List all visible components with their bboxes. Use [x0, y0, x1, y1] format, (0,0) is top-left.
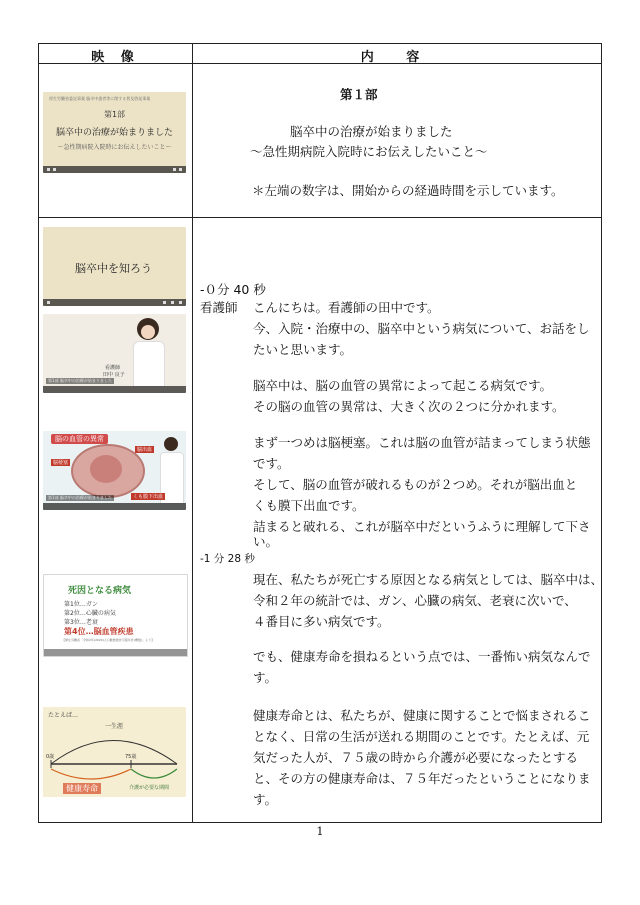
table-border-top	[38, 43, 602, 44]
text-line: こんにちは。看護師の田中です。	[253, 300, 440, 315]
text-line: す。	[253, 670, 278, 685]
rank-1: 第1位…ガン	[64, 601, 98, 608]
rank-2: 第2位…心臓の病気	[64, 610, 116, 617]
video-thumbnail-nurse[interactable]	[43, 314, 186, 393]
text-line: くも膜下出血です。	[253, 498, 365, 513]
rank-4: 第4位…脳血管疾患	[64, 627, 134, 636]
text-line: でも、健康寿命を損ねるという点では、一番怖い病気なんで	[253, 649, 591, 664]
text-line: です。	[253, 456, 290, 471]
thumb5-intro: たとえば…	[48, 712, 79, 719]
thumb-top-text: 厚生労働省委託事業 脳卒中患者等に関する普及啓発事業	[49, 96, 151, 101]
part-heading: 第１部	[340, 87, 378, 102]
text-line: そして、脳の血管が破れるものが２つめ。それが脳出血と	[253, 477, 578, 492]
text-line: と、その方の健康寿命は、７５年だったということになりま	[253, 771, 591, 786]
text-line: 気だった人が、７５歳の時から介護が必要になったとする	[253, 750, 579, 765]
video-control-bar[interactable]	[43, 299, 186, 306]
video-thumbnail-cause-of-death[interactable]	[43, 574, 188, 657]
thumb1-title: 脳卒中を知ろう	[75, 262, 152, 275]
text-line: まず一つめは脳梗塞。これは脳の血管が詰まってしまう状態	[253, 435, 591, 450]
thumb-title: 脳卒中の治療が始まりました	[55, 128, 173, 138]
page-number: 1	[316, 825, 324, 838]
healthy-life-label: 健康寿命	[63, 783, 101, 794]
table-border-row1-bottom	[38, 217, 602, 218]
thumb-part: 第1部	[103, 110, 126, 119]
thumb2-caption: 第1部 脳卒中の治療が始まりました	[48, 378, 112, 383]
thumb4-source: 【厚生労働省「令和2年(2020)人口動態統計月報年計(概数)」より】	[62, 638, 155, 642]
text-line: その脳の血管の異常は、大きく次の２つに分かれます。	[253, 399, 565, 414]
rank-3: 第3位…老衰	[64, 619, 98, 626]
care-period-label: 介護が必要な期間	[129, 785, 170, 791]
nurse-figure-small	[164, 437, 178, 451]
text-line: 現在、私たちが死亡する原因となる病気としては、脳卒中は、	[253, 572, 604, 587]
text-line: い。	[253, 534, 279, 549]
timestamp-1: -０分 40 秒	[200, 282, 266, 297]
video-thumbnail-vessel[interactable]	[43, 431, 186, 510]
video-thumbnail-know-stroke[interactable]	[43, 227, 186, 306]
text-line: 健康寿命とは、私たちが、健康に関することで悩まされるこ	[253, 708, 591, 723]
text-line: ４番目に多い病気です。	[253, 614, 390, 629]
speaker-label: 看護師	[200, 300, 238, 315]
thumb3-caption: 第1部 脳卒中の治療が始まりました	[48, 495, 112, 500]
label-hemorrhage: 脳出血	[137, 447, 153, 453]
video-control-bar[interactable]	[43, 166, 186, 173]
thumb-subtitle: 〜急性期病院入院時にお伝えしたいこと〜	[57, 144, 172, 151]
title-line-2: 〜急性期病院入院時にお伝えしたいこと〜	[250, 144, 488, 159]
title-line-1: 脳卒中の治療が始まりました	[290, 124, 453, 139]
header-video: 映 像	[91, 50, 140, 65]
text-line: 令和２年の統計では、ガン、心臓の病気、老衰に次いで、	[253, 593, 577, 608]
thumb5-life: 一生涯	[105, 723, 124, 730]
nurse-name: 田中 良子	[103, 372, 125, 378]
age-75: 75歳	[125, 754, 137, 760]
table-border-middle	[192, 43, 193, 823]
text-line: たいと思います。	[253, 342, 353, 357]
table-border-right	[601, 43, 602, 823]
video-control-bar[interactable]	[43, 503, 186, 510]
text-line: となく、日常の生活が送れる期間のことです。たとえば、元	[253, 729, 590, 744]
video-thumbnail-title[interactable]	[43, 92, 186, 173]
video-thumbnail-healthy-life[interactable]	[43, 707, 186, 797]
table-border-left	[38, 43, 39, 823]
video-control-bar[interactable]	[44, 649, 187, 656]
text-line: 脳卒中は、脳の血管の異常によって起こる病気です。	[253, 378, 553, 393]
table-border-bottom	[38, 822, 602, 823]
text-line: 詰まると破れる、これが脳卒中だというふうに理解して下さ	[253, 519, 591, 534]
video-control-bar[interactable]	[43, 386, 186, 393]
timestamp-2: -1 分 28 秒	[200, 553, 255, 565]
timestamp-note: ＊左端の数字は、開始からの経過時間を示しています。	[252, 183, 564, 198]
text-line: 今、入院・治療中の、脳卒中という病気について、お話をし	[253, 321, 590, 336]
nurse-role: 看護師	[105, 365, 121, 371]
header-content: 内 容	[360, 50, 434, 65]
thumb4-title: 死因となる病気	[68, 586, 132, 596]
thumb3-title: 脳の血管の異常	[51, 434, 108, 444]
age-0: 0歳	[46, 754, 55, 760]
label-subarachnoid: くも膜下出血	[133, 494, 164, 500]
label-infarction: 脳梗塞	[53, 460, 69, 466]
text-line: す。	[253, 792, 278, 807]
